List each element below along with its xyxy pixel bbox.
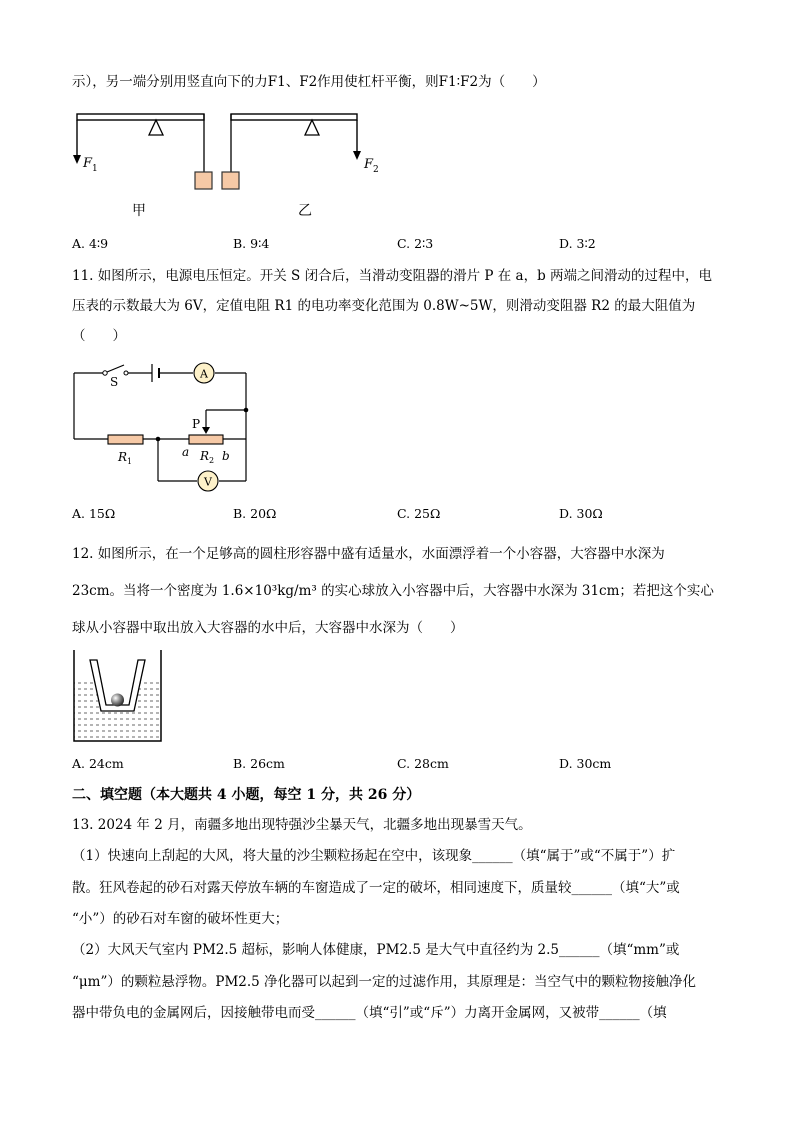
q12-line-2: 23cm。当将一个密度为 1.6×10³kg/m³ 的实心球放入小容器中后，大容器中水深为 31cm；若把这个实心 bbox=[72, 583, 714, 599]
force-f1-label: F bbox=[83, 156, 93, 171]
q13-line-2: （1）快速向上刮起的大风，将大量的沙尘颗粒扬起在空中，该现象______（填“属于”或“不属于”）扩 bbox=[72, 848, 676, 864]
solid-ball bbox=[111, 694, 124, 707]
junction-dot bbox=[244, 408, 249, 413]
arrow-down-icon bbox=[73, 155, 81, 164]
junction-dot bbox=[156, 437, 161, 442]
fulcrum-icon bbox=[305, 120, 319, 135]
q11-option-c[interactable]: C. 25Ω bbox=[397, 506, 441, 521]
q11-line-3: （ ） bbox=[72, 328, 126, 344]
q11-option-a[interactable]: A. 15Ω bbox=[72, 506, 116, 521]
q12-line-3: 球从小容器中取出放入大容器的水中后，大容器中水深为（ ） bbox=[72, 620, 464, 636]
q12-option-b[interactable]: B. 26cm bbox=[233, 756, 285, 771]
q12-option-c[interactable]: C. 28cm bbox=[397, 756, 449, 771]
ammeter-label: A bbox=[200, 367, 208, 381]
r2-subscript: 2 bbox=[209, 456, 215, 465]
lever-right bbox=[222, 114, 379, 219]
switch-contact bbox=[124, 371, 128, 375]
q11-option-b[interactable]: B. 20Ω bbox=[233, 506, 277, 521]
weight-block bbox=[195, 172, 212, 189]
figure-yi-label: 乙 bbox=[298, 203, 312, 219]
q10-option-b[interactable]: B. 9∶4 bbox=[233, 236, 270, 251]
q13-line-6: “μm”）的颗粒悬浮物。PM2.5 净化器可以起到一定的过滤作用，其原理是：当空气中的颗粒物接触净化 bbox=[72, 974, 697, 990]
lever-left bbox=[73, 114, 212, 219]
switch-contact bbox=[103, 371, 107, 375]
force-f1-subscript: 1 bbox=[92, 164, 98, 174]
figure-jia-label: 甲 bbox=[132, 203, 146, 219]
end-b-label: b bbox=[222, 449, 230, 463]
container-figure bbox=[72, 650, 164, 744]
q10-option-a[interactable]: A. 4∶9 bbox=[72, 236, 109, 251]
rheostat-r2 bbox=[189, 435, 223, 444]
q12-option-a[interactable]: A. 24cm bbox=[72, 756, 124, 771]
slider-p-label: P bbox=[192, 417, 201, 431]
circuit-diagram bbox=[70, 360, 260, 495]
r1-label: R bbox=[118, 450, 128, 464]
switch-blade bbox=[107, 365, 124, 372]
weight-block bbox=[222, 172, 239, 189]
q12-option-d[interactable]: D. 30cm bbox=[559, 756, 612, 771]
fulcrum-icon bbox=[149, 120, 163, 135]
q13-line-7: 器中带负电的金属网后，因接触带电而受______（填“引”或“斥”）力离开金属网，又被带______（填 bbox=[72, 1005, 667, 1021]
force-f2-label: F bbox=[364, 157, 374, 172]
voltmeter-label: V bbox=[204, 475, 212, 489]
q11-line-2: 压表的示数最大为 6V，定值电阻 R1 的电功率变化范围为 0.8W~5W，则滑动变阻器 R2 的最大阻值为 bbox=[72, 298, 696, 314]
q13-line-5: （2）大风天气室内 PM2.5 超标，影响人体健康，PM2.5 是大气中直径约为 2.5______（填“mm”或 bbox=[72, 942, 680, 958]
r2-label: R bbox=[200, 449, 210, 463]
q10-option-d[interactable]: D. 3∶2 bbox=[559, 236, 596, 251]
q13-line-4: “小”）的砂石对车窗的破坏性更大； bbox=[72, 911, 289, 927]
resistor-r1 bbox=[108, 435, 143, 444]
force-f2-subscript: 2 bbox=[373, 165, 379, 175]
arrow-down-icon bbox=[353, 151, 361, 160]
section-heading: 二、填空题（本大题共 4 小题，每空 1 分，共 26 分） bbox=[72, 787, 421, 803]
r1-subscript: 1 bbox=[127, 457, 133, 466]
q10-text: 示），另一端分别用竖直向下的力F1、F2作用使杠杆平衡，则F1∶F2为（ ） bbox=[72, 74, 546, 90]
switch-label: S bbox=[110, 375, 119, 389]
q13-line-3: 散。狂风卷起的砂石对露天停放车辆的车窗造成了一定的破坏，相同速度下，质量较______（填“大”或 bbox=[72, 880, 680, 896]
q10-option-c[interactable]: C. 2∶3 bbox=[397, 236, 434, 251]
lever-figure bbox=[70, 108, 390, 228]
q13-line-1: 13. 2024 年 2 月，南疆多地出现特强沙尘暴天气，北疆多地出现暴雪天气。 bbox=[72, 817, 532, 833]
end-a-label: a bbox=[182, 445, 190, 459]
q12-line-1: 12. 如图所示，在一个足够高的圆柱形容器中盛有适量水，水面漂浮着一个小容器，大容器中水深为 bbox=[72, 546, 665, 562]
q11-line-1: 11. 如图所示，电源电压恒定。开关 S 闭合后，当滑动变阻器的滑片 P 在 a，b 两端之间滑动的过程中，电 bbox=[72, 268, 713, 284]
slider-arrow-icon bbox=[202, 427, 210, 434]
q11-option-d[interactable]: D. 30Ω bbox=[559, 506, 603, 521]
